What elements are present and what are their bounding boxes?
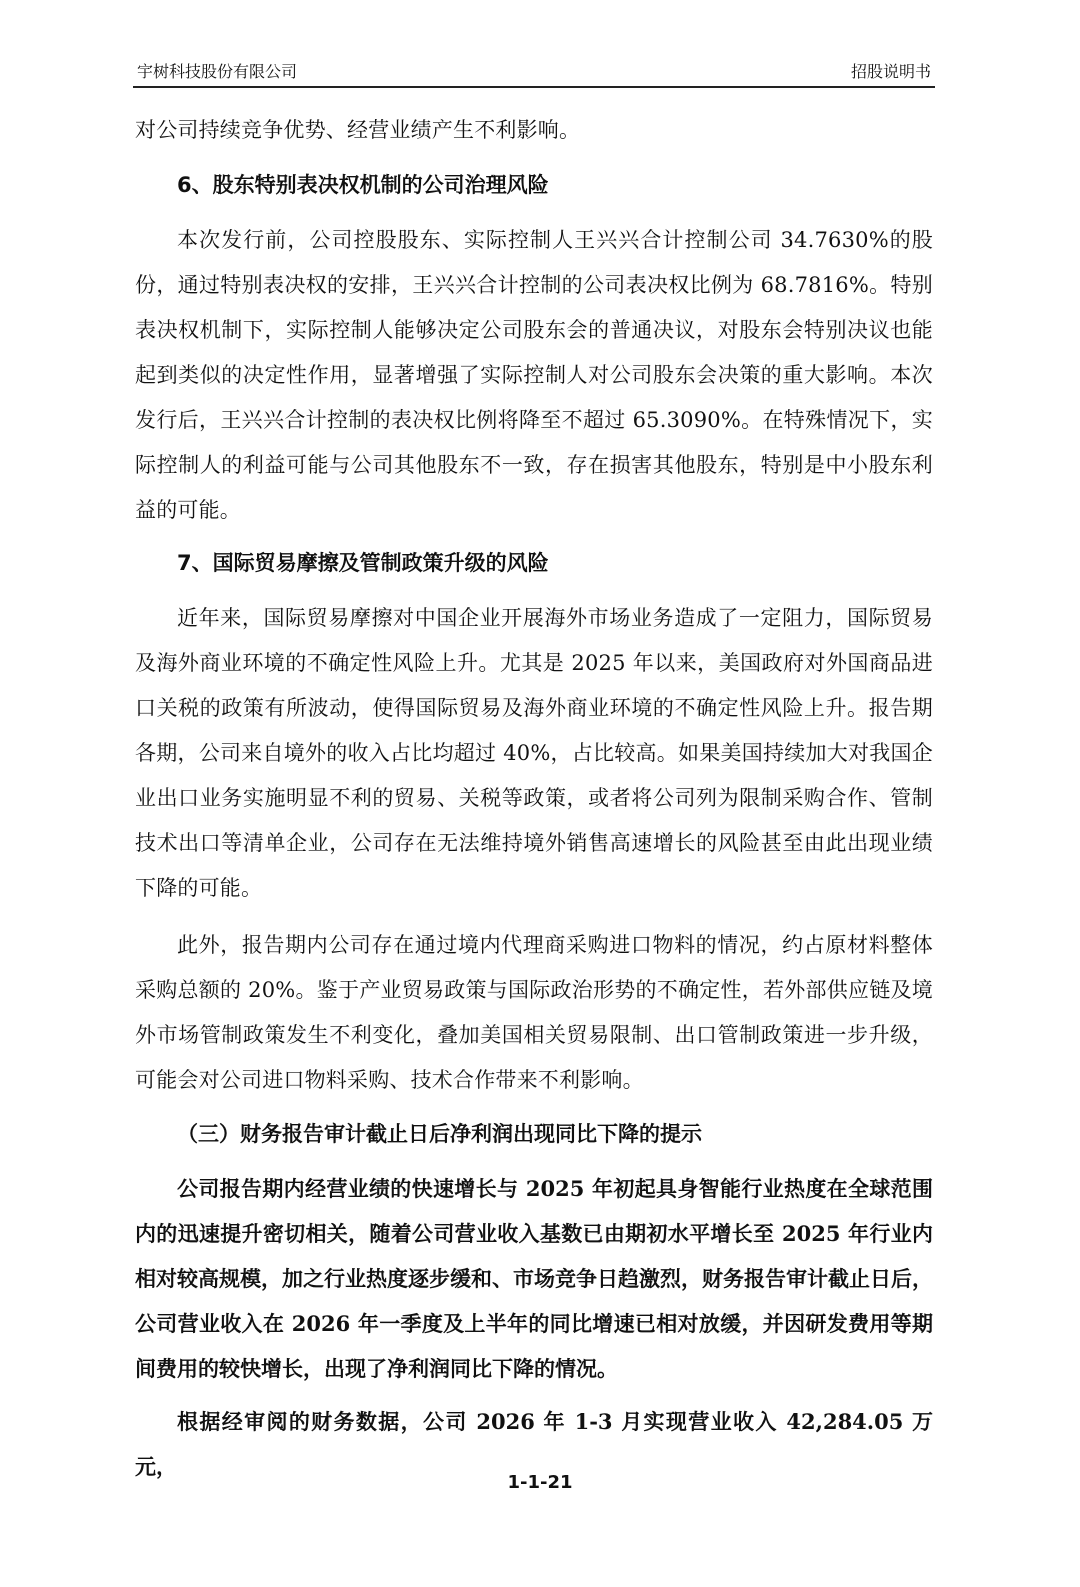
header-company-name: 宇树科技股份有限公司 [137, 62, 298, 81]
paragraph-trade-friction: 近年来，国际贸易摩擦对中国企业开展海外市场业务造成了一定阻力，国际贸易及海外商业环境的不确定性风险上升。尤其是 2025 年以来，美国政府对外国商品进口关税的政策有所波动，使得国际贸易及海外商业环境的不确定性风险上升。报告期各期，公司来自境外的收入占比均超过 40%，占比较高。如果美国持续加大对我国企业出口业务实施明显不利的贸易、关税等政策，或者将公司列为限制采购合作、管制技术出口等清单企业，公司存在无法维持境外销售高速增长的风险甚至由此出现业绩下降的可能。 [135, 606, 933, 900]
continuation-paragraph: 对公司持续竞争优势、经营业绩产生不利影响。 [135, 118, 581, 142]
section-heading-6: 6、股东特别表决权机制的公司治理风险 [177, 173, 549, 197]
header-document-type: 招股说明书 [850, 62, 931, 81]
page-number: 1-1-21 [507, 1472, 573, 1493]
paragraph-profit-decline: 公司报告期内经营业绩的快速增长与 2025 年初起具身智能行业热度在全球范围内的迅速提升密切相关，随着公司营业收入基数已由期初水平增长至 2025 年行业内相对较高规模，加之行业热度逐步缓和、市场竞争日趋激烈，财务报告审计截止日后，公司营业收入在 2026 年一季度及上半年的同比增速已相对放缓，并因研发费用等期间费用的较快增长，出现了净利润同比下降的情况。 [135, 1176, 933, 1381]
page-header [133, 58, 935, 88]
section-heading-3: （三）财务报告审计截止日后净利润出现同比下降的提示 [177, 1121, 702, 1146]
body-section-top [135, 108, 933, 1489]
paragraph-voting-rights: 本次发行前，公司控股股东、实际控制人王兴兴合计控制公司 34.7630%的股份，通过特别表决权的安排，王兴兴合计控制的公司表决权比例为 68.7816%。特别表决权机制下，实际控制人能够决定公司股东会的普通决议，对股东会特别决议也能起到类似的决定性作用，显著增强了实际控制人对公司股东会决策的重大影响。本次发行后，王兴兴合计控制的表决权比例将降至不超过 65.3090%。在特殊情况下，实际控制人的利益可能与公司其他股东不一致，存在损害其他股东，特别是中小股东利益的可能。 [135, 228, 933, 522]
paragraph-reviewed-financials: 根据经审阅的财务数据，公司 2026 年 1-3 月实现营业收入 42,284.05 万元， [135, 1409, 933, 1479]
paragraph-import-materials: 此外，报告期内公司存在通过境内代理商采购进口物料的情况，约占原材料整体采购总额的 20%。鉴于产业贸易政策与国际政治形势的不确定性，若外部供应链及境外市场管制政策发生不利变化，叠加美国相关贸易限制、出口管制政策进一步升级，可能会对公司进口物料采购、技术合作带来不利影响。 [135, 933, 933, 1092]
section-heading-7: 7、国际贸易摩擦及管制政策升级的风险 [177, 551, 549, 575]
